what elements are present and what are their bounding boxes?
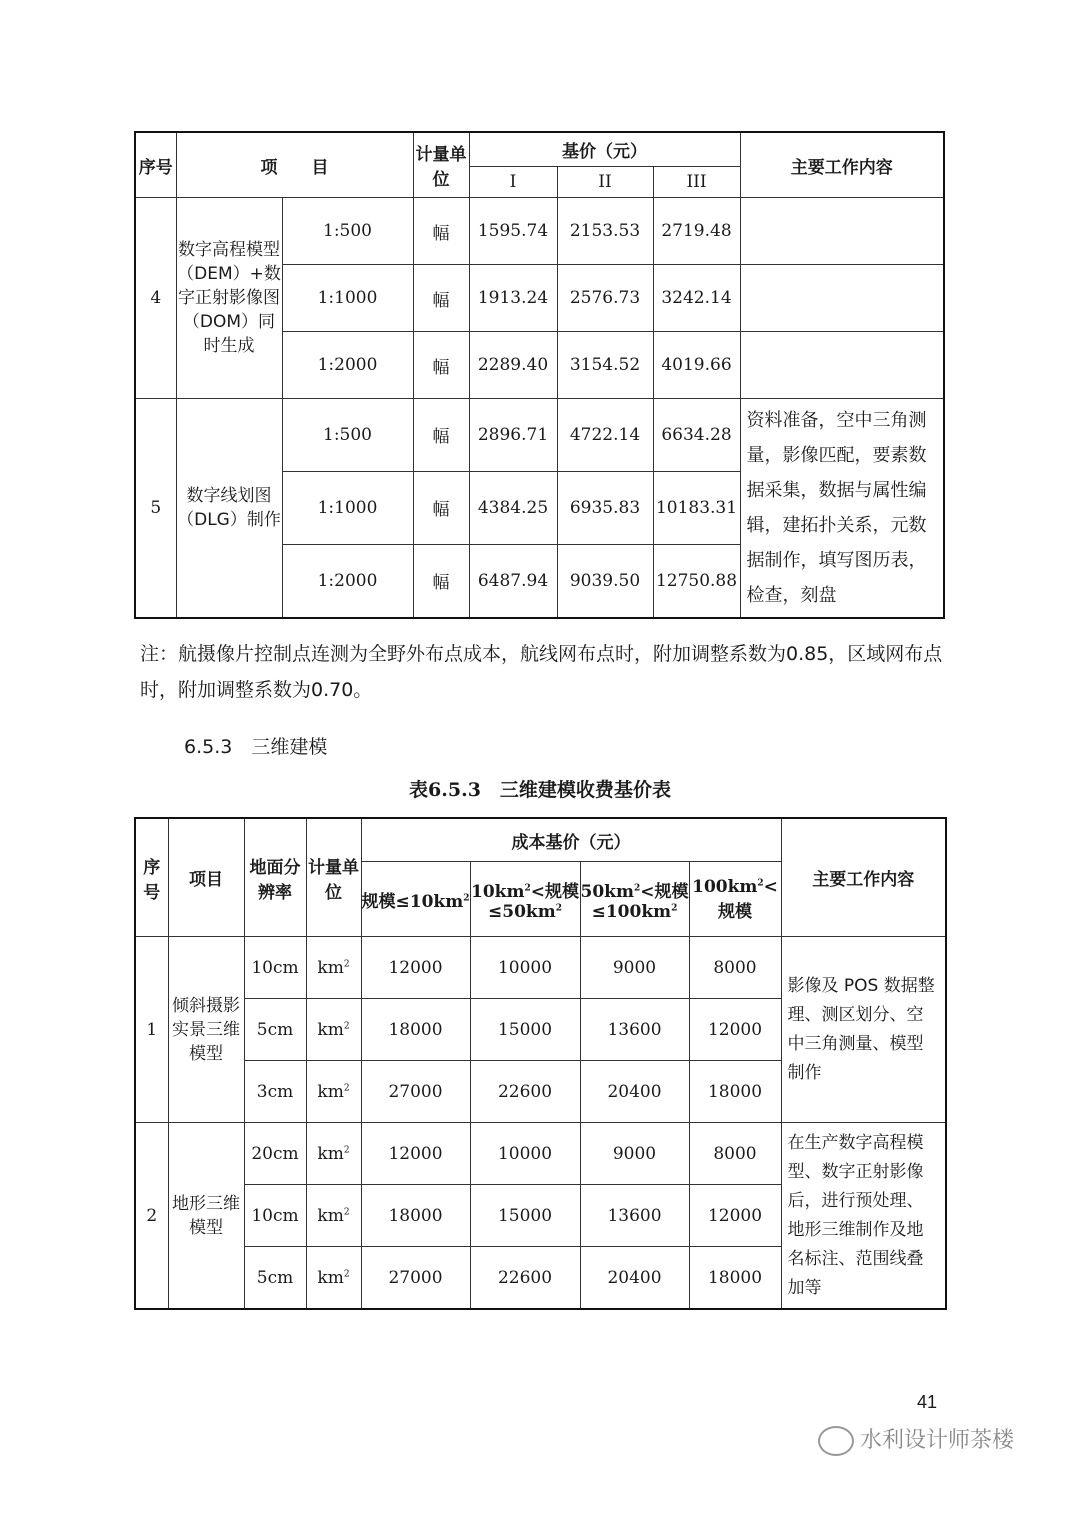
scale-cell: 1:2000 <box>282 332 413 399</box>
price-iii: 2719.48 <box>653 198 740 265</box>
row-number: 1 <box>135 937 168 1123</box>
cost-2: 22600 <box>470 1061 580 1123</box>
header-resolution: 地面分辨率 <box>244 818 306 937</box>
page-number: 41 <box>917 1392 938 1412</box>
header-scale-1: 规模$\le 10km^2$ <box>361 862 470 937</box>
header-base-price: 基价（元） <box>469 132 740 167</box>
cost-3: 13600 <box>580 999 689 1061</box>
price-iii: 6634.28 <box>653 399 740 472</box>
price-i: 1913.24 <box>469 265 557 332</box>
resolution-cell: 5cm <box>244 1247 306 1310</box>
cost-3: 9000 <box>580 937 689 999</box>
header-unit: 计量单位 <box>306 818 361 937</box>
unit-cell: $km^2$ <box>306 1247 361 1310</box>
unit-cell: 幅 <box>413 332 469 399</box>
unit-cell: $km^2$ <box>306 999 361 1061</box>
price-table-1 <box>134 131 945 619</box>
price-iii: 3242.14 <box>653 265 740 332</box>
cost-4: 8000 <box>689 1123 781 1185</box>
item-name: 数字线划图（DLG）制作 <box>176 399 282 619</box>
section-heading: 6.5.3 三维建模 <box>184 736 328 758</box>
wechat-icon <box>818 1426 854 1456</box>
unit-cell: $km^2$ <box>306 937 361 999</box>
cost-1: 27000 <box>361 1247 470 1310</box>
unit-cell: $km^2$ <box>306 1123 361 1185</box>
scale-cell: 1:1000 <box>282 265 413 332</box>
table-row <box>135 937 946 999</box>
row-number: 2 <box>135 1123 168 1310</box>
unit-cell: 幅 <box>413 265 469 332</box>
row-number: 5 <box>135 399 176 619</box>
price-iii: 10183.31 <box>653 471 740 544</box>
header-work: 主要工作内容 <box>781 818 946 937</box>
cost-4: 12000 <box>689 1185 781 1247</box>
watermark <box>818 1423 1014 1456</box>
unit-cell: 幅 <box>413 544 469 618</box>
unit-cell: 幅 <box>413 399 469 472</box>
resolution-cell: 10cm <box>244 937 306 999</box>
price-i: 4384.25 <box>469 471 557 544</box>
header-no: 序号 <box>135 818 168 937</box>
cost-2: 22600 <box>470 1247 580 1310</box>
work-cell: 资料准备，空中三角测量，影像匹配，要素数据采集，数据与属性编辑，建拓扑关系，元数据制作，填写图历表，检查，刻盘 <box>740 399 944 619</box>
price-i: 2896.71 <box>469 399 557 472</box>
header-cost: 成本基价（元） <box>361 818 781 862</box>
header-unit: 计量单位 <box>413 132 469 198</box>
price-ii: 2576.73 <box>557 265 653 332</box>
price-ii: 6935.83 <box>557 471 653 544</box>
cost-2: 15000 <box>470 999 580 1061</box>
price-ii: 2153.53 <box>557 198 653 265</box>
scale-cell: 1:2000 <box>282 544 413 618</box>
cost-1: 18000 <box>361 999 470 1061</box>
scale-cell: 1:500 <box>282 399 413 472</box>
cost-4: 12000 <box>689 999 781 1061</box>
price-iii: 4019.66 <box>653 332 740 399</box>
row-number: 4 <box>135 198 176 399</box>
cost-4: 18000 <box>689 1247 781 1310</box>
resolution-cell: 10cm <box>244 1185 306 1247</box>
table-row <box>135 399 944 472</box>
work-cell <box>740 198 944 265</box>
price-i: 6487.94 <box>469 544 557 618</box>
price-i: 1595.74 <box>469 198 557 265</box>
cost-2: 15000 <box>470 1185 580 1247</box>
work-cell: 影像及 POS 数据整理、测区划分、空中三角测量、模型制作 <box>781 937 946 1123</box>
item-name: 数字高程模型（DEM）+数字正射影像图（DOM）同时生成 <box>176 198 282 399</box>
price-ii: 9039.50 <box>557 544 653 618</box>
header-scale-3: $50km^2<$规模$\le 100km^2$ <box>580 862 689 937</box>
unit-cell: 幅 <box>413 471 469 544</box>
header-class-ii: II <box>557 167 653 198</box>
header-class-i: I <box>469 167 557 198</box>
price-i: 2289.40 <box>469 332 557 399</box>
cost-1: 18000 <box>361 1185 470 1247</box>
table-row <box>135 1123 946 1185</box>
unit-cell: $km^2$ <box>306 1061 361 1123</box>
scale-cell: 1:500 <box>282 198 413 265</box>
work-cell <box>740 265 944 332</box>
item-name: 倾斜摄影实景三维模型 <box>168 937 244 1123</box>
cost-3: 13600 <box>580 1185 689 1247</box>
scale-cell: 1:1000 <box>282 471 413 544</box>
price-ii: 3154.52 <box>557 332 653 399</box>
work-cell <box>740 332 944 399</box>
price-table-2 <box>134 817 947 1310</box>
unit-cell: 幅 <box>413 198 469 265</box>
watermark-text: 水利设计师茶楼 <box>860 1428 1015 1453</box>
header-scale-4: $100km^2<$规模 <box>689 862 781 937</box>
cost-3: 9000 <box>580 1123 689 1185</box>
unit-cell: $km^2$ <box>306 1185 361 1247</box>
cost-4: 8000 <box>689 937 781 999</box>
cost-3: 20400 <box>580 1247 689 1310</box>
header-class-iii: III <box>653 167 740 198</box>
table-note: 注：航摄像片控制点连测为全野外布点成本，航线网布点时，附加调整系数为0.85，区域网布点时，附加调整系数为0.70。 <box>140 643 943 701</box>
price-iii: 12750.88 <box>653 544 740 618</box>
work-cell: 在生产数字高程模型、数字正射影像后，进行预处理、地形三维制作及地名标注、范围线叠加等 <box>781 1123 946 1310</box>
price-ii: 4722.14 <box>557 399 653 472</box>
table-row <box>135 198 944 265</box>
item-name: 地形三维模型 <box>168 1123 244 1310</box>
cost-1: 27000 <box>361 1061 470 1123</box>
header-scale-2: $10km^2<$规模$\le 50km^2$ <box>470 862 580 937</box>
cost-3: 20400 <box>580 1061 689 1123</box>
cost-2: 10000 <box>470 1123 580 1185</box>
header-item: 项 目 <box>176 132 413 198</box>
resolution-cell: 5cm <box>244 999 306 1061</box>
resolution-cell: 3cm <box>244 1061 306 1123</box>
header-no: 序号 <box>135 132 176 198</box>
cost-2: 10000 <box>470 937 580 999</box>
cost-1: 12000 <box>361 1123 470 1185</box>
header-work: 主要工作内容 <box>740 132 944 198</box>
header-item: 项目 <box>168 818 244 937</box>
cost-1: 12000 <box>361 937 470 999</box>
resolution-cell: 20cm <box>244 1123 306 1185</box>
cost-4: 18000 <box>689 1061 781 1123</box>
table-caption: 表6.5.3 三维建模收费基价表 <box>409 779 671 801</box>
